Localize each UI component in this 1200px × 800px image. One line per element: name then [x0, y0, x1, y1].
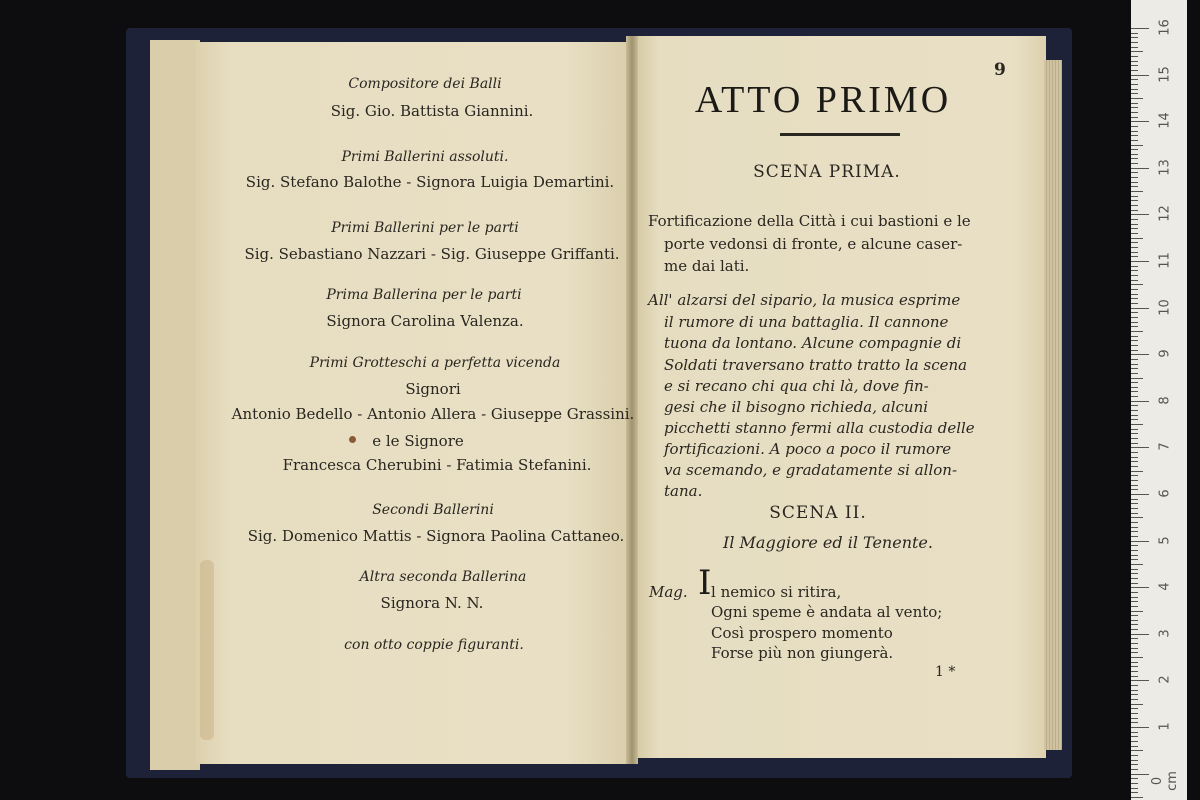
- ruler-tick: [1131, 65, 1138, 66]
- ruler-tick: [1131, 224, 1138, 225]
- ruler-tick: [1131, 378, 1143, 379]
- ruler-number: 0 cm: [1150, 770, 1180, 791]
- ruler-tick: [1131, 410, 1138, 411]
- left-heading-secondi: Secondi Ballerini: [372, 502, 494, 518]
- ruler-tick: [1131, 140, 1138, 141]
- ruler-tick: [1131, 527, 1138, 528]
- left-line-signori: Signori: [405, 380, 461, 398]
- ruler-tick: [1131, 186, 1138, 187]
- ruler-tick: [1131, 131, 1138, 132]
- ruler-tick: [1131, 452, 1138, 453]
- ruler-tick: [1131, 75, 1149, 76]
- ruler-tick: [1131, 56, 1138, 57]
- ruler-tick: [1131, 531, 1138, 532]
- scene2-characters: Il Maggiore ed il Tenente.: [723, 533, 933, 552]
- ruler-tick: [1131, 275, 1138, 276]
- ruler-tick: [1131, 33, 1138, 34]
- ruler-tick: [1131, 652, 1138, 653]
- ruler-tick: [1131, 559, 1138, 560]
- scene1-direction-line-5: e si recano chi qua chi là, dove fin-: [664, 377, 929, 395]
- left-line-figuranti: con otto coppie figuranti.: [344, 637, 524, 653]
- scene1-direction-line-2: il rumore di una battaglia. Il cannone: [664, 313, 949, 331]
- ruler-tick: [1131, 401, 1149, 402]
- left-line-cherubini: Francesca Cherubini - Fatimia Stefanini.: [282, 456, 592, 474]
- ruler-tick: [1131, 112, 1138, 113]
- ruler-tick: [1131, 149, 1138, 150]
- verse-line-3: Così prospero momento: [711, 624, 893, 642]
- ruler-tick: [1131, 461, 1138, 462]
- ruler-tick: [1131, 47, 1138, 48]
- ruler-tick: [1131, 345, 1138, 346]
- ruler-tick: [1131, 121, 1149, 122]
- ruler-tick: [1131, 396, 1138, 397]
- ruler-tick: [1131, 233, 1138, 234]
- ruler-tick: [1131, 350, 1138, 351]
- ruler-tick: [1131, 168, 1149, 169]
- scene1-direction-line-10: tana.: [664, 482, 703, 500]
- scene1-direction-line-4: Soldati traversano tratto tratto la scena: [664, 356, 968, 374]
- ruler-tick: [1131, 51, 1143, 52]
- ruler-tick: [1131, 261, 1149, 262]
- ruler-tick: [1131, 93, 1138, 94]
- left-line-valenza: Signora Carolina Valenza.: [326, 312, 524, 330]
- ruler-tick: [1131, 326, 1138, 327]
- ruler-tick: [1131, 242, 1138, 243]
- ruler-tick: [1131, 103, 1138, 104]
- ruler-tick: [1131, 205, 1138, 206]
- left-line-giannini: Sig. Gio. Battista Giannini.: [330, 102, 534, 120]
- ruler-tick: [1131, 364, 1138, 365]
- ruler-tick: [1131, 331, 1143, 332]
- ruler-tick: [1131, 196, 1138, 197]
- ruler-tick: [1131, 648, 1138, 649]
- ruler-tick: [1131, 494, 1149, 495]
- scene1-direction-line-9: va scemando, e gradatamente si allon-: [664, 461, 958, 479]
- ruler-tick: [1131, 387, 1138, 388]
- ruler-number: 5: [1157, 535, 1173, 545]
- ruler-tick: [1131, 252, 1138, 253]
- ruler-tick: [1131, 611, 1143, 612]
- ruler-tick: [1131, 238, 1143, 239]
- left-heading-primi-assoluti: Primi Ballerini assoluti.: [341, 149, 509, 165]
- ruler-tick: [1131, 303, 1138, 304]
- ruler-tick: [1131, 485, 1138, 486]
- ruler-tick: [1131, 340, 1138, 341]
- ruler-tick: [1131, 764, 1138, 765]
- ruler-tick: [1131, 718, 1138, 719]
- ruler-tick: [1131, 662, 1138, 663]
- ruler-tick: [1131, 312, 1138, 313]
- ruler-tick: [1131, 508, 1138, 509]
- ruler-tick: [1131, 42, 1138, 43]
- ruler-number: 9: [1157, 349, 1173, 358]
- ruler-tick: [1131, 415, 1138, 416]
- page-stack: [1044, 60, 1062, 750]
- ruler-tick: [1131, 177, 1138, 178]
- ruler-tick: [1131, 489, 1138, 490]
- ruler-tick: [1131, 541, 1149, 542]
- ruler-tick: [1131, 522, 1138, 523]
- ruler-tick: [1131, 517, 1143, 518]
- ruler-tick: [1131, 28, 1149, 29]
- ruler-tick: [1131, 680, 1149, 681]
- ruler-tick: [1131, 550, 1138, 551]
- ruler-tick: [1131, 373, 1138, 374]
- ruler-number: 2: [1157, 675, 1173, 685]
- ruler-tick: [1131, 429, 1138, 430]
- ruler-tick: [1131, 37, 1138, 38]
- ruler-tick: [1131, 359, 1138, 360]
- scene1-direction-line-8: fortificazioni. A poco a poco il rumore: [664, 440, 952, 458]
- ruler-tick: [1131, 228, 1138, 229]
- title-rule: [780, 133, 900, 136]
- scene1-setting-line-1: Fortificazione della Città i cui bastioni e le: [648, 212, 971, 230]
- ruler-tick: [1131, 583, 1138, 584]
- ruler-tick: [1131, 597, 1138, 598]
- ruler-tick: [1131, 182, 1138, 183]
- ruler-tick: [1131, 741, 1138, 742]
- ruler-tick: [1131, 555, 1138, 556]
- ruler-tick: [1131, 634, 1149, 635]
- ruler-tick: [1131, 750, 1143, 751]
- ruler-tick: [1131, 84, 1138, 85]
- ruler-tick: [1131, 638, 1138, 639]
- ruler-tick: [1131, 419, 1138, 420]
- speaker-label: Mag.: [649, 583, 688, 601]
- ruler-tick: [1131, 466, 1138, 467]
- left-line-bedello: Antonio Bedello - Antonio Allera - Giuseppe Grassini.: [231, 405, 635, 423]
- ruler-tick: [1131, 545, 1138, 546]
- ruler-tick: [1131, 475, 1138, 476]
- ruler-tick: [1131, 774, 1149, 775]
- ruler-tick: [1131, 79, 1138, 80]
- ruler-number: 15: [1157, 65, 1173, 83]
- scene1-direction-line-7: picchetti stanno fermi alla custodia delle: [664, 419, 975, 437]
- ruler-tick: [1131, 247, 1138, 248]
- ruler-number: 10: [1157, 298, 1173, 316]
- ruler-tick: [1131, 270, 1138, 271]
- book-gutter: [626, 36, 638, 764]
- ruler-tick: [1131, 592, 1138, 593]
- ruler-tick: [1131, 564, 1143, 565]
- signature-mark: 1 *: [935, 664, 956, 680]
- ruler-number: 4: [1157, 582, 1173, 591]
- ruler-tick: [1131, 788, 1138, 789]
- ruler-tick: [1131, 755, 1138, 756]
- scene1-heading: SCENA PRIMA.: [753, 162, 901, 182]
- verse-line-4: Forse più non giungerà.: [711, 644, 894, 662]
- ruler-tick: [1131, 382, 1138, 383]
- ruler-tick: [1131, 513, 1138, 514]
- ruler-tick: [1131, 615, 1138, 616]
- ruler-tick: [1131, 145, 1143, 146]
- ruler-tick: [1131, 713, 1138, 714]
- ruler-tick: [1131, 694, 1138, 695]
- ruler-tick: [1131, 433, 1138, 434]
- ruler-tick: [1131, 573, 1138, 574]
- ruler-tick: [1131, 690, 1138, 691]
- ruler-tick: [1131, 792, 1138, 793]
- ruler-tick: [1131, 336, 1138, 337]
- ruler-tick: [1131, 154, 1138, 155]
- ruler-tick: [1131, 601, 1138, 602]
- ruler-number: 14: [1157, 112, 1173, 129]
- ruler-tick: [1131, 294, 1138, 295]
- drop-cap: I: [698, 563, 712, 603]
- scene2-heading: SCENA II.: [769, 503, 867, 523]
- verse-line-2: Ogni speme è andata al vento;: [711, 603, 943, 621]
- left-line-e-le-signore: e le Signore: [372, 432, 464, 450]
- ruler-number: 12: [1157, 205, 1173, 223]
- ruler-tick: [1131, 126, 1138, 127]
- ruler-tick: [1131, 704, 1143, 705]
- left-heading-altra-seconda: Altra seconda Ballerina: [359, 569, 527, 585]
- ruler-tick: [1131, 685, 1138, 686]
- act-title: ATTO PRIMO: [694, 79, 952, 121]
- measurement-ruler: [1131, 0, 1187, 800]
- ruler-tick: [1131, 172, 1138, 173]
- ruler-tick: [1131, 480, 1138, 481]
- ruler-tick: [1131, 135, 1138, 136]
- ruler-tick: [1131, 61, 1138, 62]
- ruler-tick: [1131, 657, 1143, 658]
- ruler-tick: [1131, 643, 1138, 644]
- ruler-tick: [1131, 471, 1143, 472]
- ruler-tick: [1131, 666, 1138, 667]
- scene1-direction-line-6: gesi che il bisogno richieda, alcuni: [664, 398, 929, 416]
- scene1-direction-line-3: tuona da lontano. Alcune compagnie di: [664, 334, 962, 352]
- ruler-tick: [1131, 746, 1138, 747]
- left-line-nazzari: Sig. Sebastiano Nazzari - Sig. Giuseppe Griffanti.: [244, 245, 620, 263]
- cover-edge: [150, 40, 200, 770]
- ruler-tick: [1131, 708, 1138, 709]
- ruler-tick: [1131, 569, 1138, 570]
- ruler-tick: [1131, 322, 1138, 323]
- left-line-mattis: Sig. Domenico Mattis - Signora Paolina Cattaneo.: [247, 527, 625, 545]
- ruler-tick: [1131, 778, 1138, 779]
- ruler-tick: [1131, 797, 1143, 798]
- ruler-tick: [1131, 699, 1138, 700]
- ruler-tick: [1131, 443, 1138, 444]
- ruler-tick: [1131, 210, 1138, 211]
- ruler-tick: [1131, 783, 1138, 784]
- ruler-tick: [1131, 536, 1138, 537]
- ruler-tick: [1131, 89, 1138, 90]
- verse-line-1: l nemico si ritira,: [711, 583, 842, 601]
- ruler-tick: [1131, 298, 1138, 299]
- ruler-tick: [1131, 214, 1149, 215]
- foxing-stain: [200, 560, 214, 740]
- ruler-tick: [1131, 308, 1149, 309]
- ruler-tick: [1131, 391, 1138, 392]
- ruler-number: 13: [1157, 159, 1173, 176]
- ruler-number: 1: [1157, 722, 1173, 731]
- ruler-tick: [1131, 727, 1149, 728]
- ruler-tick: [1131, 158, 1138, 159]
- ruler-tick: [1131, 107, 1138, 108]
- scene1-direction-line-1: All' alzarsi del sipario, la musica esprime: [648, 291, 961, 309]
- ruler-tick: [1131, 289, 1138, 290]
- ruler-tick: [1131, 354, 1149, 355]
- ruler-tick: [1131, 200, 1138, 201]
- ruler-tick: [1131, 457, 1138, 458]
- ruler-tick: [1131, 117, 1138, 118]
- ruler-tick: [1131, 629, 1138, 630]
- ruler-tick: [1131, 503, 1138, 504]
- left-heading-compositore: Compositore dei Balli: [348, 76, 502, 92]
- left-heading-prima-ballerina: Prima Ballerina per le parti: [326, 287, 522, 303]
- ruler-tick: [1131, 499, 1138, 500]
- ruler-tick: [1131, 732, 1138, 733]
- ruler-number: 11: [1157, 252, 1173, 269]
- ruler-number: 3: [1157, 629, 1173, 638]
- ruler-tick: [1131, 578, 1138, 579]
- scene1-setting-line-2: porte vedonsi di fronte, e alcune caser-: [664, 235, 963, 253]
- ruler-tick: [1131, 163, 1138, 164]
- ruler-tick: [1131, 624, 1138, 625]
- ruler-tick: [1131, 219, 1138, 220]
- ruler-tick: [1131, 671, 1138, 672]
- ink-spot: [349, 436, 356, 443]
- ruler-tick: [1131, 736, 1138, 737]
- ruler-number: 6: [1157, 489, 1173, 498]
- ruler-tick: [1131, 256, 1138, 257]
- ruler-tick: [1131, 284, 1143, 285]
- ruler-tick: [1131, 317, 1138, 318]
- ruler-tick: [1131, 191, 1143, 192]
- ruler-tick: [1131, 266, 1138, 267]
- ruler-tick: [1131, 760, 1138, 761]
- ruler-tick: [1131, 587, 1149, 588]
- ruler-tick: [1131, 676, 1138, 677]
- ruler-number: 7: [1157, 442, 1173, 452]
- left-line-nn: Signora N. N.: [380, 594, 484, 612]
- scene1-setting-line-3: me dai lati.: [664, 257, 750, 275]
- ruler-tick: [1131, 280, 1138, 281]
- ruler-tick: [1131, 722, 1138, 723]
- ruler-tick: [1131, 606, 1138, 607]
- ruler-tick: [1131, 424, 1143, 425]
- ruler-tick: [1131, 620, 1138, 621]
- ruler-number: 8: [1157, 396, 1173, 405]
- ruler-tick: [1131, 438, 1138, 439]
- ruler-tick: [1131, 447, 1149, 448]
- ruler-tick: [1131, 368, 1138, 369]
- left-heading-primi-parti: Primi Ballerini per le parti: [331, 220, 519, 236]
- left-heading-grotteschi: Primi Grotteschi a perfetta vicenda: [309, 355, 561, 371]
- page-number: 9: [994, 60, 1006, 80]
- ruler-tick: [1131, 70, 1138, 71]
- ruler-number: 16: [1157, 19, 1173, 36]
- ruler-tick: [1131, 769, 1138, 770]
- ruler-tick: [1131, 405, 1138, 406]
- ruler-tick: [1131, 98, 1143, 99]
- left-line-balothe: Sig. Stefano Balothe - Signora Luigia Demartini.: [245, 173, 615, 191]
